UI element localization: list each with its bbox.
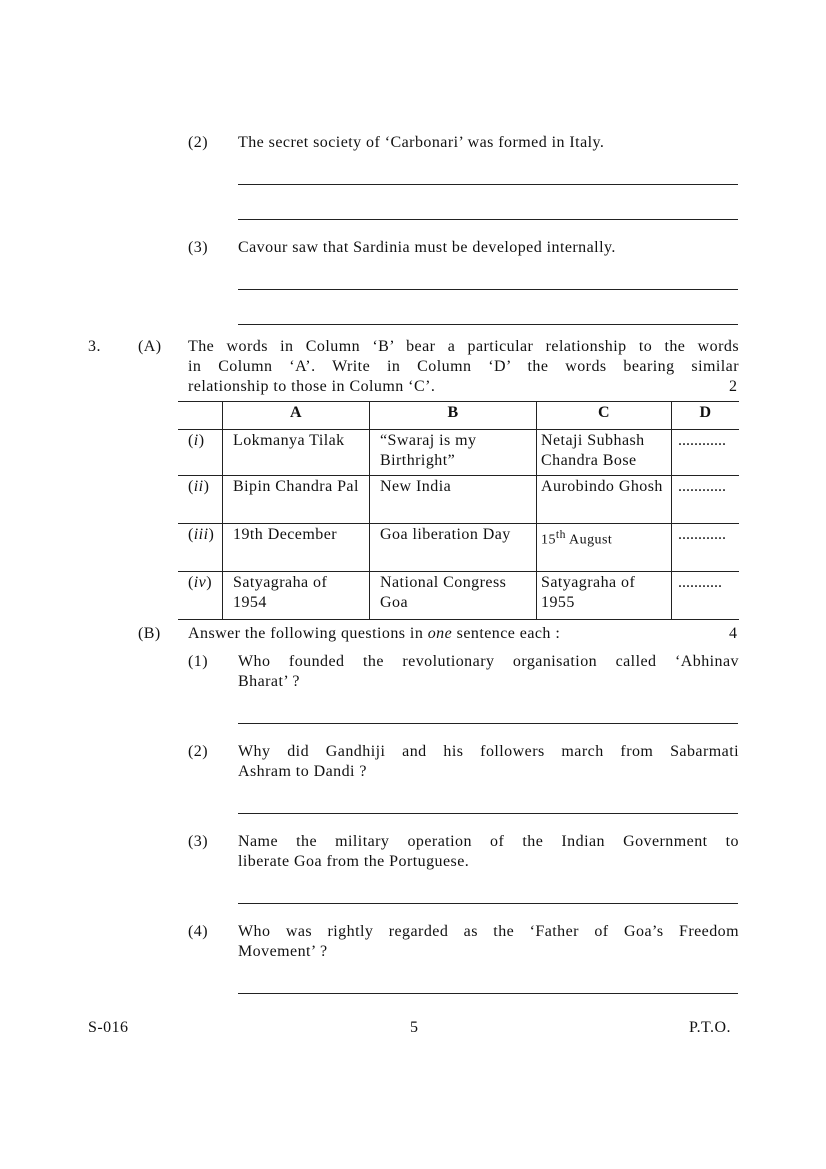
cell-a: Satyagraha of 1954 xyxy=(223,572,370,620)
question-line: Who was rightly regarded as the ‘Father of Goa’s Freedom xyxy=(238,923,739,940)
instruction xyxy=(188,624,560,644)
item-number: (2) xyxy=(188,134,209,151)
part-label: (B) xyxy=(138,625,161,642)
answer-line xyxy=(238,184,738,185)
page-number: 5 xyxy=(410,1019,419,1036)
cell-d-blank[interactable]: ............ xyxy=(672,524,740,572)
item-text: The secret society of ‘Carbonari’ was formed in Italy. xyxy=(238,134,605,151)
instruction-text: sentence each : xyxy=(452,625,561,642)
instruction-text: Answer the following questions in xyxy=(188,625,428,642)
table-row: (iv) Satyagraha of 1954 National Congress Goa Satyagraha of 1955 ........... xyxy=(178,572,739,620)
question-line: Bharat’ ? xyxy=(238,673,300,690)
cell-a: Bipin Chandra Pal xyxy=(223,476,370,524)
item-text: Cavour saw that Sardinia must be developed internally. xyxy=(238,239,616,256)
marks: 2 xyxy=(729,378,738,395)
table-row: (ii) Bipin Chandra Pal New India Aurobindo Ghosh ............ xyxy=(178,476,739,524)
cell-a: Lokmanya Tilak xyxy=(223,430,370,476)
pto-label: P.T.O. xyxy=(689,1019,731,1036)
cell-c: Netaji Subhash Chandra Bose xyxy=(537,430,672,476)
answer-line xyxy=(238,993,738,994)
cell-b: Goa liberation Day xyxy=(370,524,537,572)
question-line: Ashram to Dandi ? xyxy=(238,763,367,780)
answer-line xyxy=(238,903,738,904)
answer-line xyxy=(238,219,738,220)
relationship-table xyxy=(178,401,739,620)
header-a: A xyxy=(223,402,370,430)
row-number: i xyxy=(193,432,199,449)
cell-b: New India xyxy=(370,476,537,524)
question-number: (1) xyxy=(188,653,209,670)
instruction-line: The words in Column ‘B’ bear a particular relationship to the words xyxy=(188,338,739,355)
answer-line xyxy=(238,723,738,724)
part-label: (A) xyxy=(138,338,162,355)
table-header xyxy=(178,402,739,430)
ordinal: th xyxy=(555,528,566,541)
question-line: Why did Gandhiji and his followers march from Sabarmati xyxy=(238,743,739,760)
question-line: Movement’ ? xyxy=(238,943,328,960)
marks: 4 xyxy=(729,625,738,642)
question-number: (3) xyxy=(188,833,209,850)
answer-line xyxy=(238,289,738,290)
cell-d-blank[interactable]: ............ xyxy=(672,430,740,476)
instruction-line: relationship to those in Column ‘C’. xyxy=(188,378,436,395)
cell-c: Aurobindo Ghosh xyxy=(537,476,672,524)
instruction-line: in Column ‘A’. Write in Column ‘D’ the words bearing similar xyxy=(188,358,739,375)
question-number: 3. xyxy=(88,338,101,355)
cell-b: “Swaraj is my Birthright” xyxy=(370,430,537,476)
header-c: C xyxy=(537,402,672,430)
day: 15 xyxy=(541,532,556,548)
paper-code: S-016 xyxy=(88,1019,129,1036)
cell-d-blank[interactable]: ............ xyxy=(672,476,740,524)
row-number: iv xyxy=(193,574,207,591)
question-number: (4) xyxy=(188,923,209,940)
cell-a: 19th December xyxy=(223,524,370,572)
question-line: Who founded the revolutionary organisation called ‘Abhinav xyxy=(238,653,739,670)
question-number: (2) xyxy=(188,743,209,760)
answer-line xyxy=(238,324,738,325)
question-line: liberate Goa from the Portuguese. xyxy=(238,853,470,870)
table-row: (iii) 19th December Goa liberation Day 15th August ............ xyxy=(178,524,739,572)
header-b: B xyxy=(370,402,537,430)
cell-b: National Congress Goa xyxy=(370,572,537,620)
month: August xyxy=(565,532,613,548)
row-number: iii xyxy=(193,526,209,543)
header-d: D xyxy=(672,402,740,430)
cell-c xyxy=(537,524,672,572)
question-line: Name the military operation of the Indian Government to xyxy=(238,833,739,850)
cell-d-blank[interactable]: ........... xyxy=(672,572,740,620)
answer-line xyxy=(238,813,738,814)
table-row: (i) Lokmanya Tilak “Swaraj is my Birthright” Netaji Subhash Chandra Bose ............ xyxy=(178,430,739,476)
instruction-emphasis: one xyxy=(427,625,453,642)
row-number: ii xyxy=(193,478,204,495)
item-number: (3) xyxy=(188,239,209,256)
cell-c: Satyagraha of 1955 xyxy=(537,572,672,620)
